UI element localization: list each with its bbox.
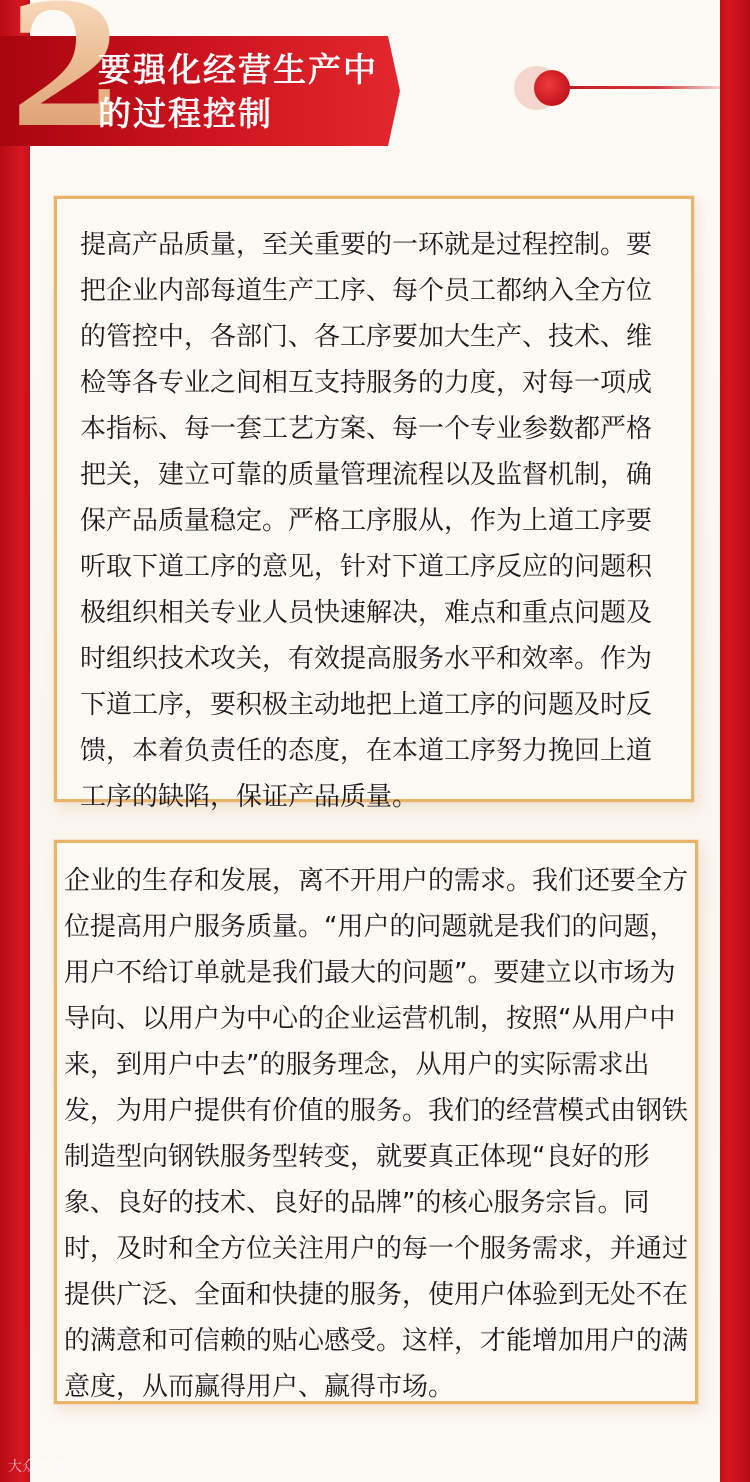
paragraph-line: 导向、以用户为中心的企业运营机制，按照“从用户中	[64, 1004, 676, 1034]
paragraph-line: 时组织技术攻关，有效提高服务水平和效率。作为	[80, 644, 653, 674]
paragraph-line: 检等各专业之间相互支持服务的力度，对每一项成	[80, 368, 653, 398]
paragraph-line: 提高产品质量，至关重要的一环就是过程控制。要	[80, 230, 653, 260]
paragraph-line: 下道工序，要积极主动地把上道工序的问题及时反	[80, 690, 653, 720]
paragraph-line: 把关，建立可靠的质量管理流程以及监督机制，确	[80, 460, 653, 490]
paragraph-line: 听取下道工序的意见，针对下道工序反应的问题积	[80, 552, 653, 582]
paragraph-line: 企业的生存和发展，离不开用户的需求。我们还要全方	[64, 866, 689, 896]
paragraph-line: 用户不给订单就是我们最大的问题”。要建立以市场为	[64, 958, 676, 988]
section-title-line-1: 要强化经营生产中	[98, 50, 378, 89]
decorative-line	[560, 86, 720, 89]
decorative-dot-icon	[534, 70, 570, 106]
paragraph-line: 来，到用户中去”的服务理念，从用户的实际需求出	[64, 1050, 650, 1080]
paragraph-line: 意度，从而赢得用户、赢得市场。	[64, 1372, 455, 1402]
section-title	[98, 48, 398, 136]
paragraph-line: 工序的缺陷，保证产品质量。	[80, 782, 419, 812]
paragraph-line: 保产品质量稳定。严格工序服从，作为上道工序要	[80, 506, 653, 536]
paragraph-line: 把企业内部每道生产工序、每个员工都纳入全方位	[80, 276, 653, 306]
paragraph-1	[80, 222, 690, 820]
paragraph-line: 的管控中，各部门、各工序要加大生产、技术、维	[80, 322, 653, 352]
paragraph-line: 时，及时和全方位关注用户的每一个服务需求，并通过	[64, 1234, 689, 1264]
paragraph-line: 制造型向钢铁服务型转变，就要真正体现“良好的形	[64, 1142, 650, 1172]
paragraph-line: 象、良好的技术、良好的品牌”的核心服务宗旨。同	[64, 1188, 650, 1218]
paragraph-line: 提供广泛、全面和快捷的服务，使用户体验到无处不在	[64, 1280, 689, 1310]
paragraph-line: 馈，本着负责任的态度，在本道工序努力挽回上道	[80, 736, 653, 766]
paragraph-line: 发，为用户提供有价值的服务。我们的经营模式由钢铁	[64, 1096, 689, 1126]
paragraph-line: 的满意和可信赖的贴心感受。这样，才能增加用户的满	[64, 1326, 689, 1356]
watermark: 大众跨境	[8, 1459, 64, 1475]
section-title-line-2: 的过程控制	[98, 94, 273, 133]
left-red-border	[0, 0, 30, 1482]
right-red-border	[720, 0, 750, 1482]
paragraph-line: 本指标、每一套工艺方案、每一个专业参数都严格	[80, 414, 653, 444]
paragraph-line: 极组织相关专业人员快速解决，难点和重点问题及	[80, 598, 653, 628]
paragraph-2	[64, 858, 688, 1410]
paragraph-line: 位提高用户服务质量。“用户的问题就是我们的问题，	[64, 912, 676, 942]
section-number: 2	[8, 0, 121, 150]
